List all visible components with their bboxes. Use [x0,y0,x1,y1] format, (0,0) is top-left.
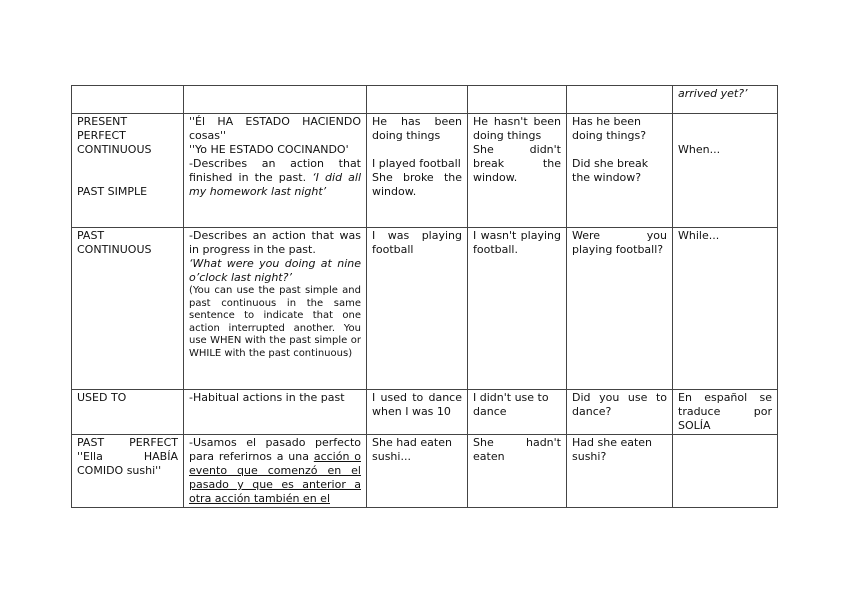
description-text: ''Yo HE ESTADO COCINANDO' [189,143,349,156]
description-cell [184,114,367,228]
grammar-table [71,85,778,508]
tense-cell: PAST PERFECT ''Ella HABÍA COMIDO sushi'' [72,435,184,508]
tense-name: PAST SIMPLE [77,185,148,198]
tense-cell [72,114,184,228]
description-text [189,157,361,199]
question-cell [567,114,673,228]
tense-cell: USED TO [72,390,184,435]
note-cell [673,114,778,228]
description-line: -Describes an action that finished in the past. [189,157,361,184]
note-small-text: (You can use the past simple and past continuous in the same sentence to indicate that one action interrupted another. You use WHEN with the past simple or WHILE with the past continuous) [189,285,361,359]
table-row [72,435,778,508]
negative-cell: I didn't use to dance [468,390,567,435]
note-cell: While... [673,228,778,390]
question-cell: Did you use to dance? [567,390,673,435]
question-text: Did she break the window? [572,157,649,184]
description-cell [184,228,367,390]
example-text: ‘What were you doing at nine o’clock last night?’ [189,257,361,284]
question-cell: Had she eaten sushi? [567,435,673,508]
affirmative-text: He has been doing things [372,115,462,142]
negative-cell: She hadn't eaten [468,435,567,508]
affirmative-cell [367,86,468,114]
note-cell [673,435,778,508]
affirmative-cell: I used to dance when I was 10 [367,390,468,435]
negative-cell [468,86,567,114]
negative-text: She didn't break the window. [473,143,561,184]
question-cell: Were you playing football? [567,228,673,390]
description-cell [184,86,367,114]
description-cell [184,435,367,508]
description-text: -Usamos el pasado perfecto para referirnos a una [189,436,361,463]
table-row [72,228,778,390]
description-text: ''Él HA ESTADO HACIENDO cosas'' [189,115,361,142]
affirmative-text: She broke the window. [372,171,462,198]
table-row [72,114,778,228]
tense-cell [72,86,184,114]
affirmative-cell [367,114,468,228]
underlined-text: acción o evento que comenzó en el pasado y que es anterior a otra acción también en el [189,450,361,505]
question-cell [567,86,673,114]
affirmative-cell: I was playing football [367,228,468,390]
table-row [72,390,778,435]
negative-cell [468,114,567,228]
note-text: When... [678,143,721,156]
negative-text: He hasn't been doing things [473,115,561,142]
table-row [72,86,778,114]
tense-cell: PAST CONTINUOUS [72,228,184,390]
description-text: -Describes an action that was in progress in the past. [189,229,361,256]
negative-cell: I wasn't playing football. [468,228,567,390]
affirmative-cell: She had eaten sushi... [367,435,468,508]
note-cell: arrived yet?’ [673,86,778,114]
tense-name: PRESENT PERFECT CONTINUOUS [77,115,152,156]
question-text: Has he been doing things? [572,115,647,142]
description-cell: -Habitual actions in the past [184,390,367,435]
note-cell: En español se traduce por SOLÍA [673,390,778,435]
example-text: ‘I did all my homework last night’ [189,171,362,198]
affirmative-text: I played football [372,157,461,170]
